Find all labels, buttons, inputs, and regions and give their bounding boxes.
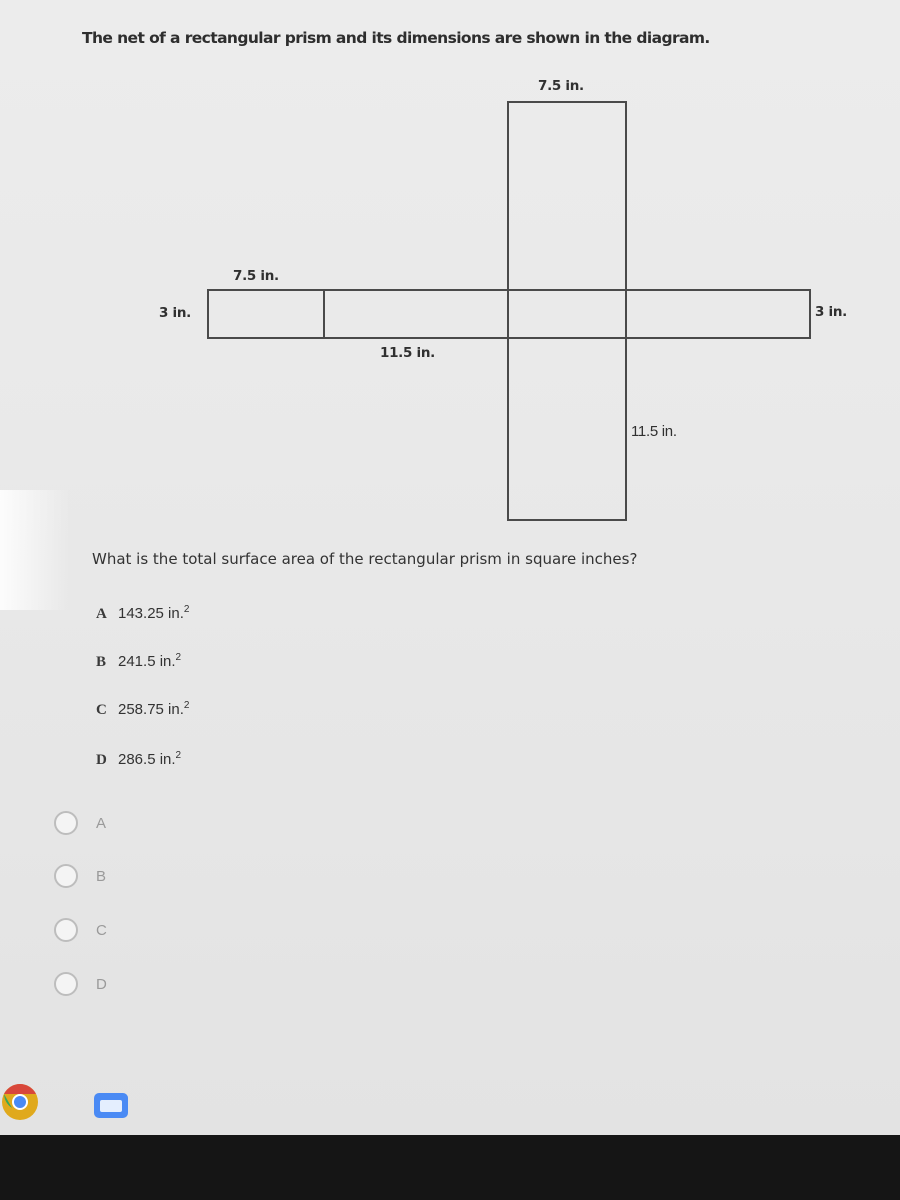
choice-c xyxy=(96,700,189,719)
net-left-face xyxy=(207,289,325,339)
choice-d xyxy=(96,750,181,769)
label-right-height: 3 in. xyxy=(815,304,847,320)
label-middle-width: 11.5 in. xyxy=(380,345,435,361)
net-center-face xyxy=(507,289,627,339)
screen-glare xyxy=(0,490,70,610)
label-left-width: 7.5 in. xyxy=(233,268,279,284)
question-header: The net of a rectangular prism and its dimensions are shown in the diagram. xyxy=(82,29,710,47)
choice-exponent: 2 xyxy=(175,652,182,663)
choice-text: 143.25 in. xyxy=(118,605,184,622)
net-right-face xyxy=(625,289,811,339)
net-bottom-face xyxy=(507,337,627,521)
answer-option-c[interactable] xyxy=(54,915,107,945)
radio-label: A xyxy=(96,814,107,832)
label-bottom-height: 11.5 in. xyxy=(631,423,677,440)
radio-button[interactable] xyxy=(54,972,78,996)
answer-option-b[interactable] xyxy=(54,861,106,891)
choice-letter: D xyxy=(96,752,107,768)
choice-exponent: 2 xyxy=(183,604,190,615)
choice-b xyxy=(96,652,181,671)
radio-label: C xyxy=(96,921,107,939)
chrome-icon[interactable] xyxy=(0,1082,40,1122)
radio-label: B xyxy=(96,867,107,885)
answer-option-d[interactable] xyxy=(54,969,107,999)
choice-letter: B xyxy=(96,654,107,670)
choice-text: 286.5 in. xyxy=(118,751,176,768)
label-left-height: 3 in. xyxy=(159,305,191,321)
choice-letter: A xyxy=(96,606,107,622)
answer-option-a[interactable] xyxy=(54,808,106,838)
net-top-face xyxy=(507,101,627,291)
radio-button[interactable] xyxy=(54,864,78,888)
choice-a xyxy=(96,604,189,623)
taskbar xyxy=(0,1135,900,1200)
choice-exponent: 2 xyxy=(175,750,182,761)
choice-text: 241.5 in. xyxy=(118,653,176,670)
question-prompt: What is the total surface area of the rectangular prism in square inches? xyxy=(92,550,638,568)
choice-text: 258.75 in. xyxy=(118,701,184,718)
radio-button[interactable] xyxy=(54,811,78,835)
net-middle-face xyxy=(323,289,509,339)
radio-label: D xyxy=(96,975,107,993)
choice-letter: C xyxy=(96,702,107,718)
choice-exponent: 2 xyxy=(183,700,190,711)
folder-icon[interactable] xyxy=(92,1090,130,1120)
label-top-width: 7.5 in. xyxy=(538,78,584,94)
radio-button[interactable] xyxy=(54,918,78,942)
